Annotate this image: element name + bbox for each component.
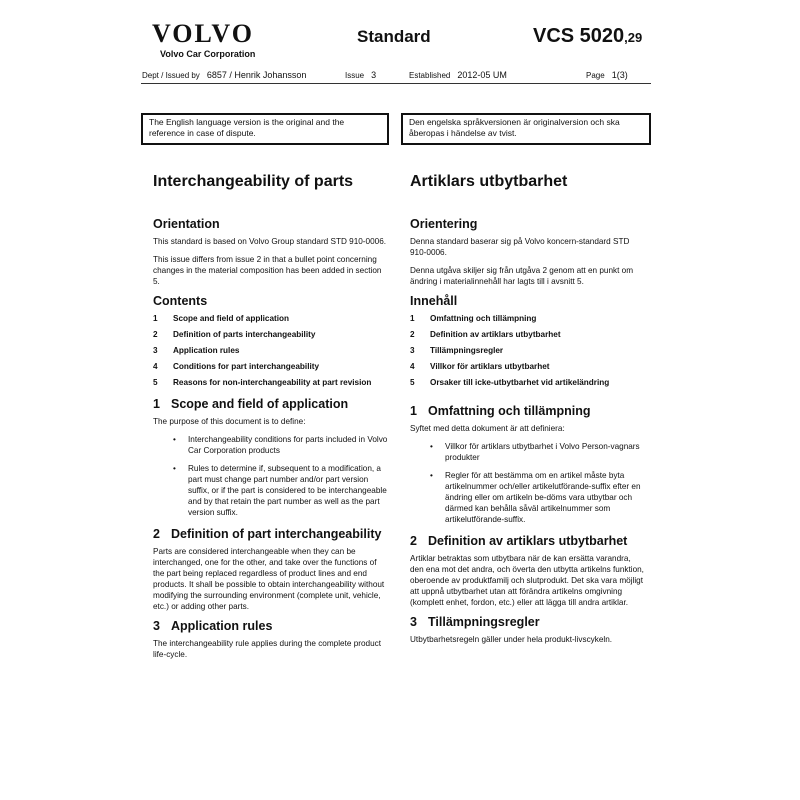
- orientation-heading: Orientering: [410, 217, 478, 231]
- toc-number: 5: [410, 378, 415, 387]
- section-number: 3: [153, 619, 160, 633]
- section-1-intro: Syftet med detta dokument är att definiera:: [410, 424, 565, 433]
- toc-item: [153, 313, 388, 324]
- document-number: [533, 25, 642, 48]
- bullet-item: • Interchangeability conditions for parts included in Volvo Car Corporation products: [153, 434, 388, 456]
- section-number: 1: [410, 404, 417, 418]
- toc-label: Omfattning och tillämpning: [430, 314, 537, 323]
- toc-item: [153, 361, 388, 372]
- toc-label: Application rules: [173, 346, 240, 355]
- toc-item: [153, 329, 388, 340]
- document-number-main: VCS 5020: [533, 25, 625, 47]
- toc-number: 2: [410, 330, 415, 339]
- section-title: Definition av artiklars utbytbarhet: [428, 534, 628, 548]
- toc-item: [153, 345, 388, 356]
- orientation-paragraph: Denna standard baserar sig på Volvo koncern-standard STD 910-0006.: [410, 237, 630, 257]
- toc-label: Tillämpningsregler: [430, 346, 504, 355]
- dept-value: 6857 / Henrik Johansson: [206, 70, 307, 80]
- section-3-text: The interchangeability rule applies during the complete product life-cycle.: [153, 639, 382, 659]
- section-2-heading: [410, 534, 645, 549]
- contents-heading: Contents: [153, 294, 208, 308]
- toc-label: Villkor för artiklars utbytbarhet: [430, 362, 550, 371]
- issue-label: Issue: [345, 71, 365, 80]
- section-2-text: Parts are considered interchangeable when they can be interchanged, one for the other, and take over the functions of the part being replaced regardless of product lines and end products. It shall be possible to obtain interchangeability without modifying the surrounding environment (complete unit, vehicle, etc.) or adding other parts.: [153, 547, 385, 611]
- toc-number: 4: [410, 362, 415, 371]
- toc-number: 3: [410, 346, 415, 355]
- section-3-heading: [153, 619, 388, 634]
- section-2-text: Artiklar betraktas som utbytbara när de kan ersätta varandra, den ena mot det andra, och överta den utbytta artikelns funktion, oberoende av produktfamilj och slutprodukt. Det ska vara möjligt att uppnå utbytbarhet utan att förändra artikelns omgivning (komplett enhet, fordon, etc.) eller att lägga till andra artiklar.: [410, 554, 644, 607]
- section-number: 2: [410, 534, 417, 548]
- section-1-bullets: [410, 441, 645, 525]
- toc-label: Reasons for non-interchangeability at part revision: [173, 378, 372, 387]
- section-1-heading: [410, 404, 645, 419]
- section-1-bullets: [153, 434, 388, 518]
- section-title: Definition of part interchangeability: [171, 527, 382, 541]
- toc-item: [153, 377, 388, 388]
- established-field: [409, 70, 507, 80]
- page-label: Page: [586, 71, 605, 80]
- page-field: [586, 70, 628, 80]
- toc-label: Definition of parts interchangeability: [173, 330, 316, 339]
- notice-box-english: The English language version is the original and the reference in case of dispute.: [141, 113, 389, 145]
- section-title: Tillämpningsregler: [428, 615, 540, 629]
- section-1-intro: The purpose of this document is to define:: [153, 417, 306, 426]
- bullet-item: • Villkor för artiklars utbytbarhet i Volvo Person-vagnars produkter: [410, 441, 645, 463]
- contents-heading: Innehåll: [410, 294, 458, 308]
- document-type: Standard: [357, 27, 431, 46]
- toc-label: Orsaker till icke-utbytbarhet vid artikeländring: [430, 378, 610, 387]
- toc-number: 1: [153, 314, 158, 323]
- issue-field: [345, 70, 376, 80]
- table-of-contents: [410, 313, 645, 388]
- toc-number: 4: [153, 362, 158, 371]
- dept-label: Dept / Issued by: [142, 71, 200, 80]
- toc-number: 1: [410, 314, 415, 323]
- toc-item: [410, 313, 645, 324]
- bullet-item: • Rules to determine if, subsequent to a modification, a part must change part number and/or part version suffix, or if the part is considered to be interchangeable and by that retain the part number as well as the part version suffix.: [153, 463, 388, 518]
- page-title-swedish: Artiklars utbytbarhet: [410, 173, 568, 190]
- toc-item: [410, 329, 645, 340]
- section-title: Omfattning och tillämpning: [428, 404, 591, 418]
- section-3-heading: [410, 615, 645, 630]
- section-1-heading: [153, 397, 388, 412]
- section-2-heading: [153, 527, 388, 542]
- section-3-text: Utbytbarhetsregeln gäller under hela produkt-livscykeln.: [410, 635, 613, 644]
- dept-field: [142, 70, 306, 80]
- english-column: [153, 172, 388, 667]
- established-label: Established: [409, 71, 451, 80]
- swedish-column: [410, 172, 645, 652]
- table-of-contents: [153, 313, 388, 388]
- section-title: Application rules: [171, 619, 273, 633]
- toc-label: Scope and field of application: [173, 314, 290, 323]
- orientation-paragraph: This standard is based on Volvo Group standard STD 910-0006.: [153, 237, 387, 246]
- document-number-suffix: ,29: [624, 30, 643, 45]
- page-title: Interchangeability of parts: [153, 173, 354, 190]
- volvo-logo: VOLVO: [152, 19, 254, 48]
- toc-label: Definition av artiklars utbytbarhet: [430, 330, 561, 339]
- notice-box-swedish: Den engelska språkversionen är originalversion och ska åberopas i händelse av tvist.: [401, 113, 651, 145]
- company-name: Volvo Car Corporation: [160, 49, 256, 59]
- section-number: 2: [153, 527, 160, 541]
- page-value: 1(3): [611, 70, 628, 80]
- bullet-item: • Regler för att bestämma om en artikel måste byta artikelnummer och/eller artikelutförande-suffix efter en ändring eller om artikeln be-döms vara utbytbar och därmed kan behålla såväl artikelnummer som artikelutförande-suffix.: [410, 470, 645, 525]
- orientation-paragraph: Denna utgåva skiljer sig från utgåva 2 genom att en punkt om ändring i materialinnehåll har lagts till i avsnitt 5.: [410, 266, 634, 286]
- section-number: 1: [153, 397, 160, 411]
- section-number: 3: [410, 615, 417, 629]
- section-title: Scope and field of application: [171, 397, 349, 411]
- orientation-paragraph: This issue differs from issue 2 in that a bullet point concerning changes in the material composition has been added in section 5.: [153, 255, 382, 286]
- orientation-heading: Orientation: [153, 217, 220, 231]
- established-value: 2012-05 UM: [457, 70, 507, 80]
- toc-label: Conditions for part interchangeability: [173, 362, 320, 371]
- toc-number: 5: [153, 378, 158, 387]
- toc-item: [410, 361, 645, 372]
- toc-number: 3: [153, 346, 158, 355]
- toc-number: 2: [153, 330, 158, 339]
- toc-item: [410, 345, 645, 356]
- toc-item: [410, 377, 645, 388]
- issue-value: 3: [371, 70, 377, 80]
- header-divider: [141, 83, 651, 84]
